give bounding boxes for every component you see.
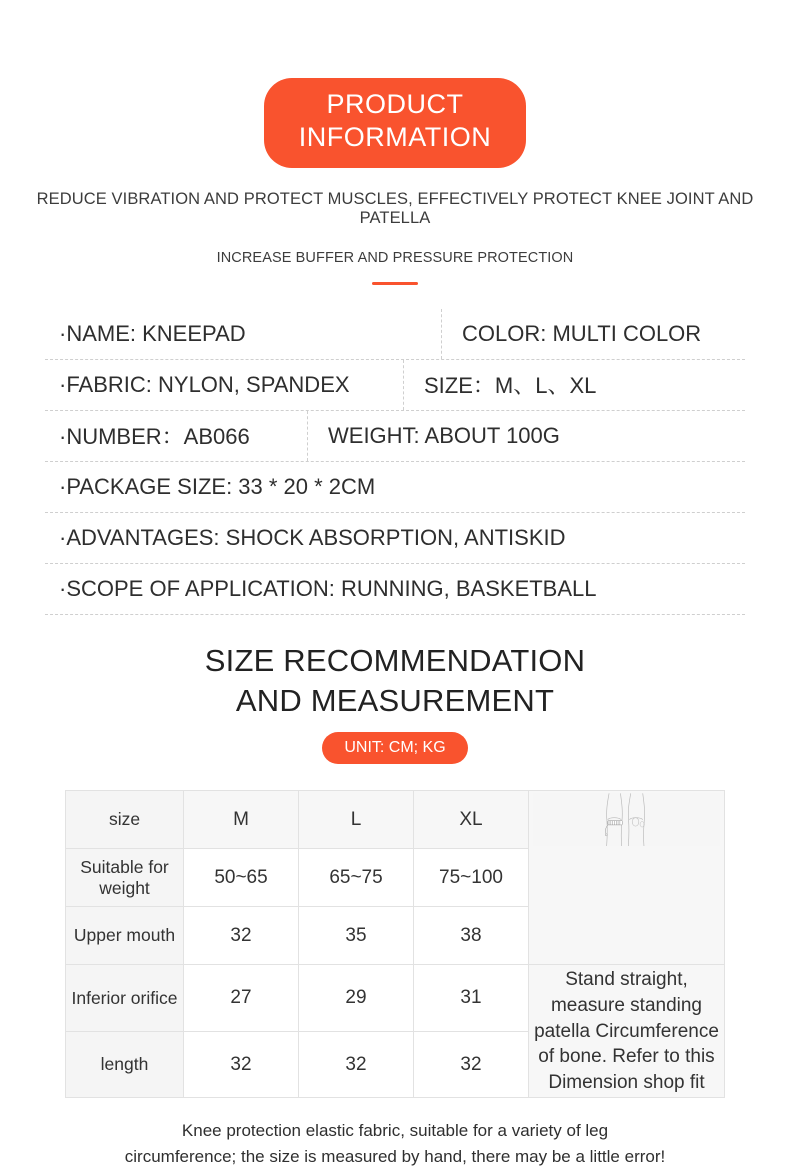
size-measurement-table [65, 790, 725, 1098]
spec-weight-label: WEIGHT: ABOUT 100G [307, 411, 745, 461]
specification-table [45, 309, 745, 615]
spec-color-label: COLOR: MULTI COLOR [441, 309, 745, 359]
table-header-size: size [66, 791, 184, 849]
cell-length-l: 32 [299, 1031, 414, 1098]
table-row [66, 965, 725, 1032]
row-label-inferior-orifice: Inferior orifice [66, 965, 184, 1032]
cell-inferior-xl: 31 [414, 965, 529, 1032]
size-section-title [0, 641, 790, 720]
size-title-line-2: AND MEASUREMENT [235, 682, 555, 718]
size-title-line-1: SIZE RECOMMENDATION [204, 642, 586, 678]
header-badge-container [0, 0, 790, 168]
table-header-l: L [299, 791, 414, 849]
unit-badge-container [0, 732, 790, 764]
cell-upper-m: 32 [184, 907, 299, 965]
header-subtitle-primary: REDUCE VIBRATION AND PROTECT MUSCLES, EFFECTIVELY PROTECT KNEE JOINT AND PATELLA [36, 189, 754, 227]
spec-size-label: SIZE：M、L、XL [403, 360, 745, 410]
spec-name-label: ·NAME: KNEEPAD [59, 320, 246, 346]
spec-row [45, 360, 745, 411]
header-subtitle-secondary: INCREASE BUFFER AND PRESSURE PROTECTION [216, 249, 574, 266]
spec-fabric-label: ·FABRIC: NYLON, SPANDEX [59, 371, 350, 397]
footer-line-1: Knee protection elastic fabric, suitable for a variety of leg [181, 1121, 609, 1141]
cell-upper-xl: 38 [414, 907, 529, 965]
measurement-note: Stand straight, measure standing patella Circumference of bone. Refer to this Dimension shop fit [529, 965, 725, 1098]
row-label-length: length [66, 1031, 184, 1098]
legs-measurement-icon [533, 793, 720, 846]
cell-weight-xl: 75~100 [414, 849, 529, 907]
badge-line-2: INFORMATION [298, 121, 492, 152]
accent-divider [372, 282, 418, 285]
cell-inferior-m: 27 [184, 965, 299, 1032]
unit-badge: UNIT: CM; KG [322, 732, 467, 764]
spec-number-label: ·NUMBER：AB066 [59, 424, 250, 450]
spec-scope-label: ·SCOPE OF APPLICATION: RUNNING, BASKETBALL [59, 575, 597, 601]
cell-weight-l: 65~75 [299, 849, 414, 907]
spec-package-size-label: ·PACKAGE SIZE: 33 * 20 * 2CM [59, 473, 376, 499]
spec-row [45, 564, 745, 615]
spec-advantages-label: ·ADVANTAGES: SHOCK ABSORPTION, ANTISKID [59, 524, 566, 550]
table-header-m: M [184, 791, 299, 849]
spec-row [45, 309, 745, 360]
spec-row [45, 411, 745, 462]
product-information-badge [264, 78, 526, 168]
spec-row [45, 513, 745, 564]
footer-line-2: circumference; the size is measured by hand, there may be a little error! [124, 1146, 666, 1166]
cell-weight-m: 50~65 [184, 849, 299, 907]
table-header-xl: XL [414, 791, 529, 849]
row-label-upper-mouth: Upper mouth [66, 907, 184, 965]
row-label-suitable-weight: Suitable for weight [66, 849, 184, 907]
cell-length-xl: 32 [414, 1031, 529, 1098]
footer-note [0, 1118, 790, 1169]
cell-length-m: 32 [184, 1031, 299, 1098]
badge-line-1: PRODUCT [326, 89, 464, 119]
table-row [66, 791, 725, 849]
cell-upper-l: 35 [299, 907, 414, 965]
spec-row [45, 462, 745, 513]
cell-inferior-l: 29 [299, 965, 414, 1032]
measurement-illustration-cell [529, 791, 725, 965]
